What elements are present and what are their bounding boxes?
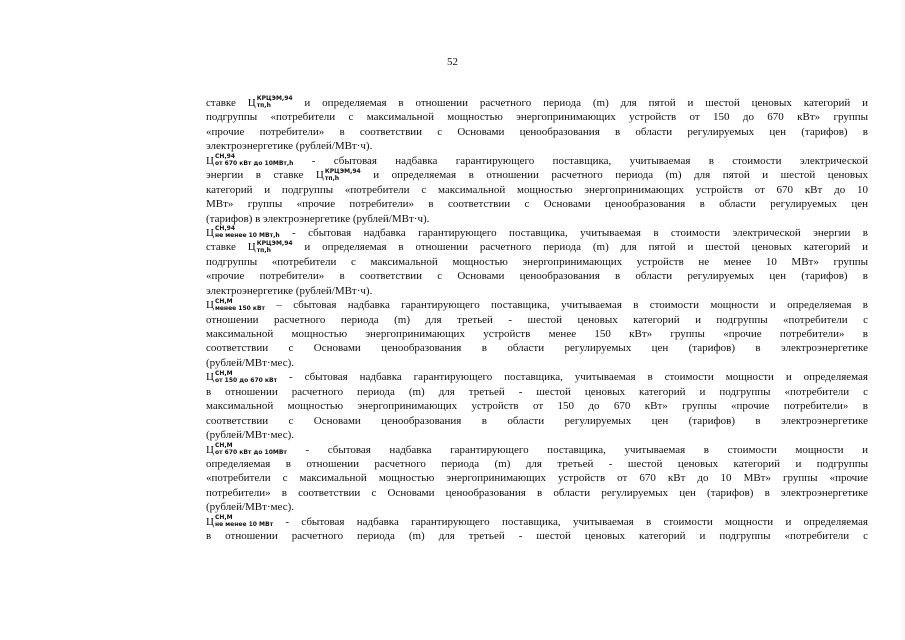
line-text: - сбытовая надбавка гарантирующего поставщика, учитываемая в стоимости мощности и [286, 443, 868, 456]
formula-indices [215, 298, 265, 312]
text-line [206, 457, 868, 471]
text-line [206, 500, 868, 514]
formula-superscript: СН,94 [214, 225, 236, 233]
formula-subscript: от 670 кВт до 10МВт [214, 448, 287, 456]
text-line [206, 154, 868, 168]
formula-symbol [206, 154, 293, 168]
formula-superscript: СН,М [214, 441, 233, 449]
formula-superscript: СН,М [214, 297, 233, 305]
text-line [206, 139, 868, 153]
line-text: подгруппы «потребители с максимальной мощностью энергопринимающих устройств не менее 10 МВт» группы [206, 255, 868, 268]
formula-subscript: от 670 кВт до 10МВт,h [214, 160, 294, 168]
formula-indices [215, 153, 294, 167]
line-text: «прочие потребители» в соответствии с Основами ценообразования в области регулируемых цен (тарифов) в [206, 125, 868, 138]
line-text: категорий и подгруппы «потребители с максимальной мощностью энергопринимающих устройств от 670 кВт до 10 [206, 183, 868, 196]
text-line [206, 515, 868, 529]
formula-symbol [206, 298, 265, 312]
line-text: МВт» группы «прочие потребители» в соответствии с Основами ценообразования в области регулируемых цен [206, 198, 868, 211]
formula-indices [257, 95, 293, 109]
text-line [206, 486, 868, 500]
line-text: (рублей/МВт·мес). [206, 501, 295, 514]
line-text: в отношении расчетного периода (m) для третьей - шестой ценовых категорий и подгруппы «потребители с [206, 530, 868, 543]
line-text: и определяемая в отношении расчетного периода (m) для пятой и шестой ценовых категорий и [292, 97, 868, 109]
line-text: «прочие потребители» в соответствии с Основами ценообразования в области регулируемых цен (тарифов) в [206, 270, 868, 283]
text-line [206, 183, 868, 197]
formula-subscript: менее 150 кВт [214, 304, 266, 312]
line-text: - сбытовая надбавка гарантирующего поставщика, учитываемая в стоимости электрической [293, 154, 868, 167]
formula-base-letter: Ц [206, 443, 214, 456]
text-line [206, 529, 868, 543]
line-text: максимальной мощностью энергопринимающих устройств менее 150 кВт» группы «прочие потребители» в [206, 328, 868, 340]
line-text: определяемая в отношении расчетного периода (m) для третьей - шестой ценовых категорий и подгруппы [206, 457, 868, 470]
line-text: «потребители с максимальной мощностью энергопринимающих устройств от 670 кВт до 10 МВт» группы «прочие [206, 472, 868, 485]
text-line [206, 255, 868, 269]
formula-subscript: тп,h [256, 102, 271, 110]
text-line [206, 356, 868, 370]
line-text: подгруппы «потребители с максимальной мощностью энергопринимающих устройств от 150 до 670 кВт» группы [206, 111, 868, 124]
formula-symbol [206, 443, 287, 457]
text-line [206, 168, 868, 182]
text-line [206, 212, 868, 226]
formula-indices [215, 442, 287, 456]
text-line [206, 125, 868, 139]
formula-superscript: КРЦЭМ,94 [324, 167, 361, 175]
formula-base-letter: Ц [206, 515, 214, 528]
page-number: 52 [447, 56, 458, 68]
document-body [206, 96, 868, 544]
line-text: максимальной мощностью энергопринимающих устройств от 150 до 670 кВт» группы «прочие потребители» в [206, 400, 868, 413]
text-line [206, 327, 868, 341]
formula-symbol [248, 96, 293, 110]
line-text: электроэнергетике (рублей/МВт·ч). [206, 284, 373, 297]
formula-symbol [206, 515, 273, 529]
formula-base-letter: Ц [247, 97, 256, 109]
formula-symbol [316, 168, 361, 182]
line-text: энергии в ставке [206, 169, 316, 182]
text-line [206, 443, 868, 457]
text-line [206, 428, 868, 442]
scan-edge-shadow [899, 0, 905, 640]
text-line [206, 240, 868, 254]
text-line [206, 269, 868, 283]
text-line [206, 226, 868, 240]
line-text: и определяемая в отношении расчетного периода (m) для пятой и шестой ценовых категорий и [292, 241, 868, 254]
text-line [206, 385, 868, 399]
formula-indices [215, 370, 277, 384]
text-line [206, 96, 868, 110]
text-line [206, 370, 868, 384]
text-line [206, 399, 868, 413]
line-text: отношении расчетного периода (m) для третьей - шестой ценовых категорий и подгруппы «потребители с [206, 313, 868, 326]
line-text: - сбытовая надбавка гарантирующего поставщика, учитываемая в стоимости электрической энергии в [279, 226, 868, 239]
formula-base-letter: Ц [206, 154, 214, 167]
text-line [206, 298, 868, 312]
formula-indices [215, 514, 273, 528]
formula-base-letter: Ц [206, 371, 214, 384]
text-line [206, 284, 868, 298]
line-text: потребители» в соответствии с Основами ценообразования в области регулируемых цен (тарифов) в электроэнергетике [206, 486, 868, 499]
formula-symbol [206, 370, 277, 384]
line-text: ставке [206, 241, 248, 254]
line-text: в отношении расчетного периода (m) для третьей - шестой ценовых категорий и подгруппы «потребители с [206, 385, 868, 398]
formula-superscript: СН,94 [214, 153, 236, 161]
formula-base-letter: Ц [247, 241, 256, 254]
line-text: (рублей/МВт·мес). [206, 429, 295, 442]
formula-indices [257, 240, 293, 254]
formula-symbol [248, 240, 293, 254]
formula-superscript: КРЦЭМ,94 [256, 239, 293, 247]
formula-base-letter: Ц [206, 299, 214, 312]
text-line [206, 414, 868, 428]
line-text: ставке [206, 97, 248, 109]
line-text: (рублей/МВт·мес). [206, 356, 295, 369]
text-line [206, 471, 868, 485]
line-text: – сбытовая надбавка гарантирующего поставщика, учитываемая в стоимости мощности и определяемая в [265, 299, 868, 312]
line-text: соответствии с Основами ценообразования в области регулируемых цен (тарифов) в электроэнергетике [206, 414, 868, 427]
text-line [206, 313, 868, 327]
line-text: - сбытовая надбавка гарантирующего поставщика, учитываемая в стоимости мощности и определяемая [273, 515, 868, 528]
formula-superscript: СН,М [214, 514, 233, 522]
formula-subscript: от 150 до 670 кВт [214, 376, 278, 384]
formula-subscript: не менее 10 МВт [214, 521, 274, 529]
formula-indices [215, 225, 280, 239]
line-text: и определяемая в отношении расчетного периода (m) для пятой и шестой ценовых [360, 169, 868, 182]
formula-superscript: СН,М [214, 369, 233, 377]
line-text: электроэнергетике (рублей/МВт·ч). [206, 140, 373, 153]
text-line [206, 341, 868, 355]
formula-symbol [206, 226, 280, 240]
formula-superscript: КРЦЭМ,94 [256, 95, 293, 103]
formula-base-letter: Ц [315, 169, 324, 182]
line-text: соответствии с Основами ценообразования в области регулируемых цен (тарифов) в электроэнергетике [206, 342, 868, 355]
formula-subscript: тп,h [256, 246, 271, 254]
formula-indices [325, 168, 361, 182]
formula-base-letter: Ц [206, 226, 214, 239]
line-text: - сбытовая надбавка гарантирующего поставщика, учитываемая в стоимости мощности и определяемая [277, 371, 868, 384]
text-line [206, 197, 868, 211]
formula-subscript: не менее 10 МВт,h [214, 232, 280, 240]
formula-subscript: тп,h [324, 174, 340, 182]
line-text: (тарифов) в электроэнергетике (рублей/МВт·ч). [206, 212, 430, 225]
text-line [206, 110, 868, 124]
